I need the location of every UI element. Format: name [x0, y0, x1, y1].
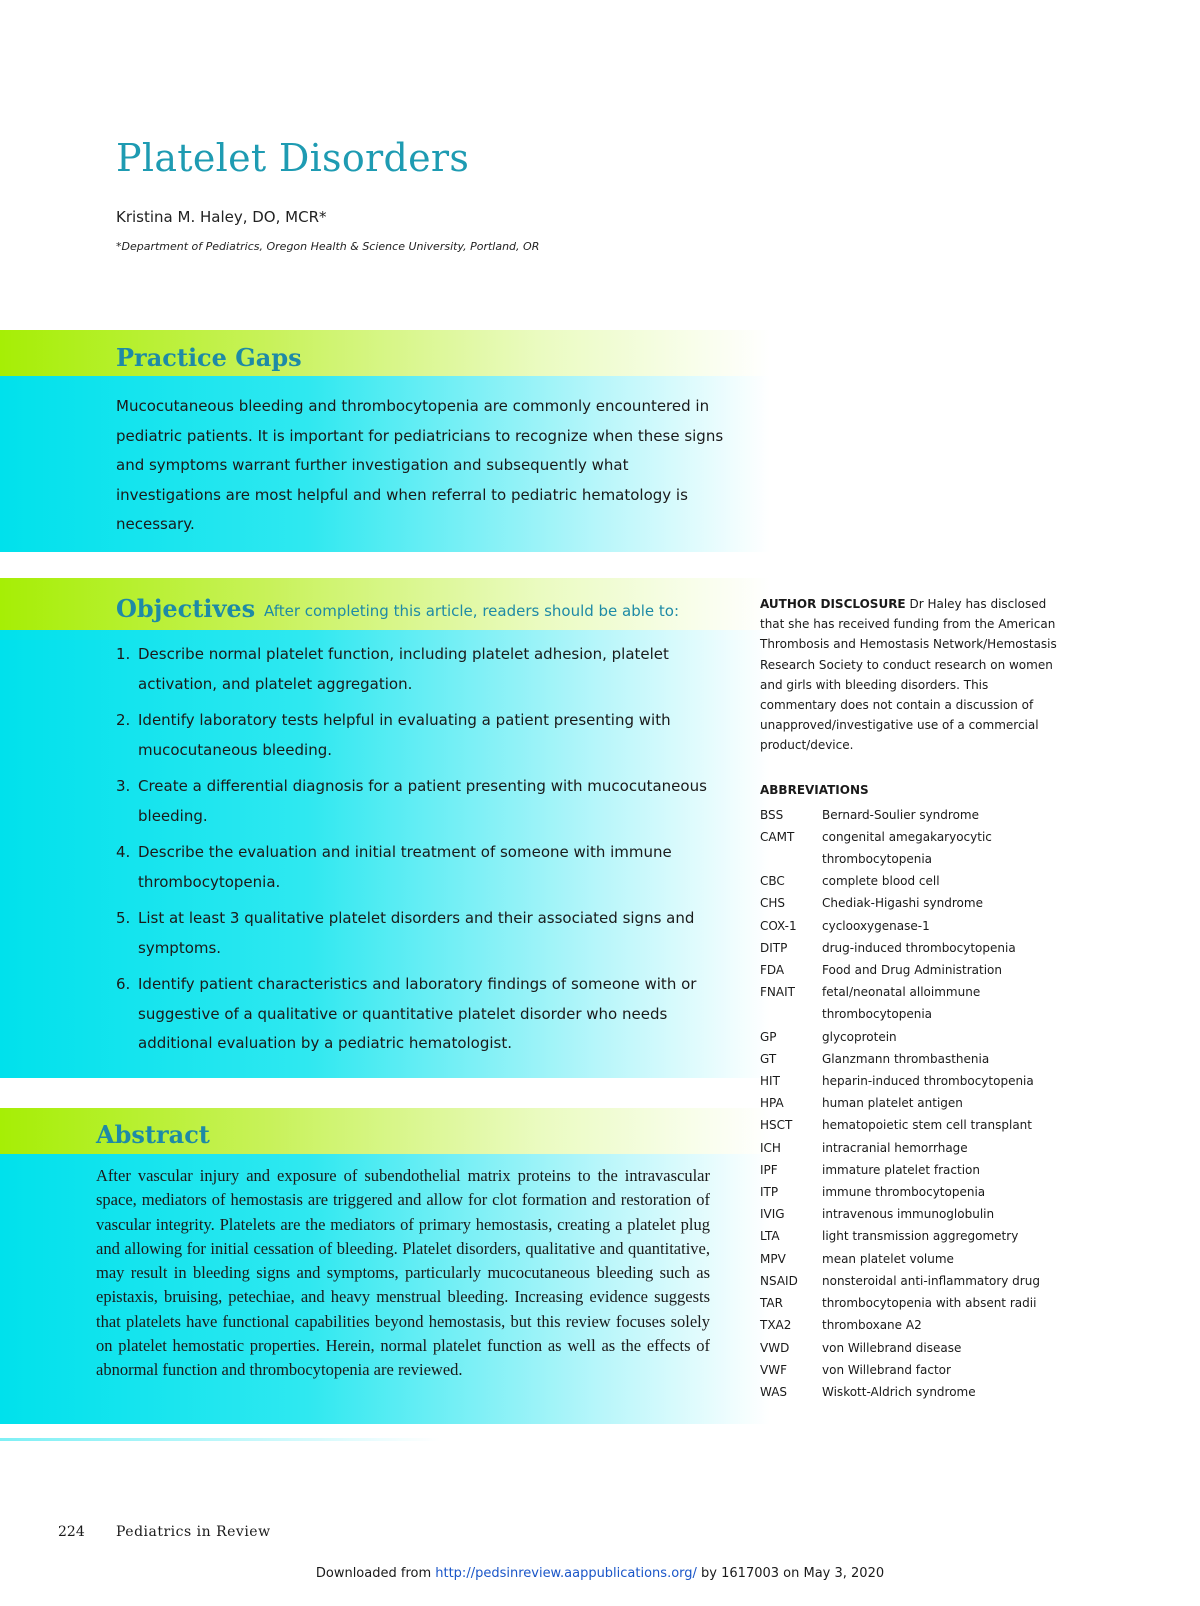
- abbreviation-term: VWD: [760, 1340, 790, 1355]
- objective-number: 1.: [116, 645, 131, 663]
- abbreviation-term: CHS: [760, 896, 786, 911]
- practice-gaps-text: Mucocutaneous bleeding and thrombocytopenia are commonly encountered in pediatric patients. It is important for pediatricians to recognize when these signs and symptoms warrant further investigation and subsequently what investigations are most helpful and when referral to pediatric hematology is necessary.: [116, 397, 724, 533]
- objective-text: Describe the evaluation and initial treatment of someone with immune thrombocytopenia.: [138, 843, 672, 891]
- objective-number: 3.: [116, 777, 131, 795]
- abbreviation-term: GP: [760, 1029, 777, 1044]
- abbreviation-term: GT: [760, 1051, 777, 1066]
- abbreviation-row: [760, 1225, 1060, 1247]
- abbreviation-row: [760, 1359, 1060, 1381]
- abbreviation-row: [760, 1381, 1060, 1403]
- objectives-subheading: After completing this article, readers should be able to:: [264, 602, 680, 620]
- abbreviation-definition: drug-induced thrombocytopenia: [822, 940, 1016, 955]
- abbreviation-row: [760, 1092, 1060, 1114]
- abstract-divider: [0, 1438, 440, 1441]
- abbreviation-term: FNAIT: [760, 985, 795, 1000]
- abbreviations-heading: ABBREVIATIONS: [760, 782, 869, 797]
- abbreviation-term: VWF: [760, 1362, 787, 1377]
- abbreviation-definition: fetal/neonatal alloimmune thrombocytopenia: [822, 985, 981, 1022]
- journal-name: Pediatrics in Review: [116, 1524, 271, 1540]
- abbreviation-row: [760, 826, 1060, 870]
- abbreviation-term: ITP: [760, 1185, 779, 1200]
- abbreviation-definition: human platelet antigen: [822, 1096, 963, 1111]
- abbreviation-definition: complete blood cell: [822, 874, 940, 889]
- abbreviation-definition: Wiskott-Aldrich syndrome: [822, 1384, 976, 1399]
- abbreviation-definition: heparin-induced thrombocytopenia: [822, 1074, 1034, 1089]
- objective-text: Create a differential diagnosis for a patient presenting with mucocutaneous bleeding.: [138, 777, 707, 825]
- download-prefix: Downloaded from: [315, 1566, 436, 1581]
- abbreviation-definition: Food and Drug Administration: [822, 963, 1002, 978]
- download-notice: [0, 1566, 1200, 1581]
- abbreviation-term: TXA2: [760, 1318, 792, 1333]
- objective-item: [116, 706, 716, 765]
- abbreviation-term: IPF: [760, 1162, 778, 1177]
- abstract-text: After vascular injury and exposure of subendothelial matrix proteins to the intravascular space, mediators of hemostasis are triggered and allow for clot formation and restoration of vascular integrity. Platelets are the mediators of primary hemostasis, creating a platelet plug and allowing for initial cessation of bleeding. Platelet disorders, qualitative and quantitative, may result in bleeding signs and symptoms, particularly mucocutaneous bleeding such as epistaxis, bruising, petechiae, and heavy menstrual bleeding. Increasing evidence suggests that platelets have functional capabilities beyond hemostasis, but this review focuses solely on platelet hemostatic properties. Herein, normal platelet function as well as the effects of abnormal function and thrombocytopenia are reviewed.: [96, 1166, 710, 1380]
- abbreviations-list: [760, 804, 1060, 1403]
- abbreviation-row: [760, 870, 1060, 892]
- abbreviation-definition: mean platelet volume: [822, 1251, 954, 1266]
- abbreviation-row: [760, 1026, 1060, 1048]
- abbreviation-row: [760, 1181, 1060, 1203]
- disclosure-label: AUTHOR DISCLOSURE: [760, 597, 906, 611]
- abbreviation-row: [760, 981, 1060, 1025]
- abbreviation-term: FDA: [760, 963, 785, 978]
- objective-text: Identify patient characteristics and laboratory findings of someone with or suggestive of a qualitative or quantitative platelet disorder who needs additional evaluation by a pediatric hematologist.: [138, 975, 697, 1052]
- abbreviation-definition: hematopoietic stem cell transplant: [822, 1118, 1032, 1133]
- abbreviation-term: HIT: [760, 1074, 780, 1089]
- objectives-heading: Objectives: [116, 594, 256, 623]
- abbreviation-term: NSAID: [760, 1273, 798, 1288]
- abbreviation-term: CAMT: [760, 829, 795, 844]
- abbreviation-definition: congenital amegakaryocytic thrombocytopenia: [822, 829, 992, 867]
- abbreviation-row: [760, 1270, 1060, 1292]
- author-disclosure: [760, 594, 1060, 756]
- download-link[interactable]: http://pedsinreview.aappublications.org/: [435, 1566, 697, 1581]
- abbreviation-row: [760, 1114, 1060, 1136]
- abbreviation-definition: intravenous immunoglobulin: [822, 1207, 995, 1222]
- abbreviation-row: [760, 804, 1060, 826]
- abbreviation-definition: Glanzmann thrombasthenia: [822, 1051, 990, 1066]
- abbreviation-term: CBC: [760, 874, 785, 889]
- author-name: Kristina M. Haley, DO, MCR*: [116, 208, 327, 226]
- abbreviation-row: [760, 1203, 1060, 1225]
- objective-item: [116, 970, 716, 1059]
- abbreviation-definition: nonsteroidal anti-inflammatory drug: [822, 1273, 1040, 1288]
- abbreviation-term: WAS: [760, 1384, 788, 1399]
- abbreviation-definition: Chediak-Higashi syndrome: [822, 896, 983, 911]
- abbreviation-term: ICH: [760, 1140, 781, 1155]
- abbreviation-definition: Bernard-Soulier syndrome: [822, 807, 979, 822]
- abbreviation-definition: von Willebrand factor: [822, 1362, 951, 1377]
- abbreviation-row: [760, 1248, 1060, 1270]
- abbreviation-row: [760, 1337, 1060, 1359]
- abbreviation-row: [760, 937, 1060, 959]
- abbreviation-row: [760, 1137, 1060, 1159]
- abbreviation-term: HSCT: [760, 1118, 793, 1133]
- abbreviation-definition: immune thrombocytopenia: [822, 1185, 986, 1200]
- abbreviation-row: [760, 1292, 1060, 1314]
- objective-number: 4.: [116, 843, 131, 861]
- abbreviation-term: BSS: [760, 807, 784, 822]
- abbreviation-row: [760, 1314, 1060, 1336]
- download-suffix: by 1617003 on May 3, 2020: [696, 1566, 885, 1581]
- objective-item: [116, 904, 716, 963]
- abbreviation-term: COX-1: [760, 918, 797, 933]
- objective-text: Describe normal platelet function, including platelet adhesion, platelet activation, and platelet aggregation.: [138, 645, 669, 693]
- abbreviation-term: HPA: [760, 1096, 784, 1111]
- abbreviation-definition: cyclooxygenase-1: [822, 918, 930, 933]
- abbreviation-row: [760, 1070, 1060, 1092]
- objectives-list: [116, 640, 716, 1066]
- abbreviation-definition: light transmission aggregometry: [822, 1229, 1019, 1244]
- article-title: Platelet Disorders: [116, 136, 470, 180]
- abbreviation-term: MPV: [760, 1251, 786, 1266]
- abbreviation-definition: immature platelet fraction: [822, 1162, 980, 1177]
- page-number: 224: [58, 1524, 85, 1540]
- disclosure-text: Dr Haley has disclosed that she has received funding from the American Thrombosis and Hemostasis Network/Hemostasis Research Society to conduct research on women and girls with bleeding disorders. This commentary does not contain a discussion of unapproved/investigative use of a commercial product/device.: [760, 597, 1057, 753]
- abstract-heading: Abstract: [96, 1120, 210, 1149]
- objective-item: [116, 640, 716, 699]
- abbreviation-term: LTA: [760, 1229, 780, 1244]
- objective-item: [116, 772, 716, 831]
- author-affiliation: *Department of Pediatrics, Oregon Health & Science University, Portland, OR: [116, 240, 540, 253]
- abbreviation-definition: von Willebrand disease: [822, 1340, 962, 1355]
- abbreviation-row: [760, 915, 1060, 937]
- abbreviation-row: [760, 1159, 1060, 1181]
- abbreviation-row: [760, 1048, 1060, 1070]
- abbreviation-definition: glycoprotein: [822, 1029, 897, 1044]
- abbreviation-term: TAR: [760, 1296, 783, 1311]
- objective-text: Identify laboratory tests helpful in evaluating a patient presenting with mucocutaneous bleeding.: [138, 711, 671, 759]
- practice-gaps-heading: Practice Gaps: [116, 343, 302, 372]
- objective-number: 6.: [116, 975, 131, 993]
- objective-text: List at least 3 qualitative platelet disorders and their associated signs and symptoms.: [138, 909, 695, 957]
- abbreviation-definition: thrombocytopenia with absent radii: [822, 1296, 1037, 1311]
- objective-number: 2.: [116, 711, 131, 729]
- objective-item: [116, 838, 716, 897]
- sidebar: [760, 594, 1060, 1403]
- abbreviation-term: IVIG: [760, 1207, 785, 1222]
- abbreviation-term: DITP: [760, 940, 788, 955]
- abbreviation-definition: thromboxane A2: [822, 1318, 922, 1333]
- abbreviation-row: [760, 892, 1060, 914]
- abbreviation-definition: intracranial hemorrhage: [822, 1140, 968, 1155]
- objective-number: 5.: [116, 909, 131, 927]
- abbreviation-row: [760, 959, 1060, 981]
